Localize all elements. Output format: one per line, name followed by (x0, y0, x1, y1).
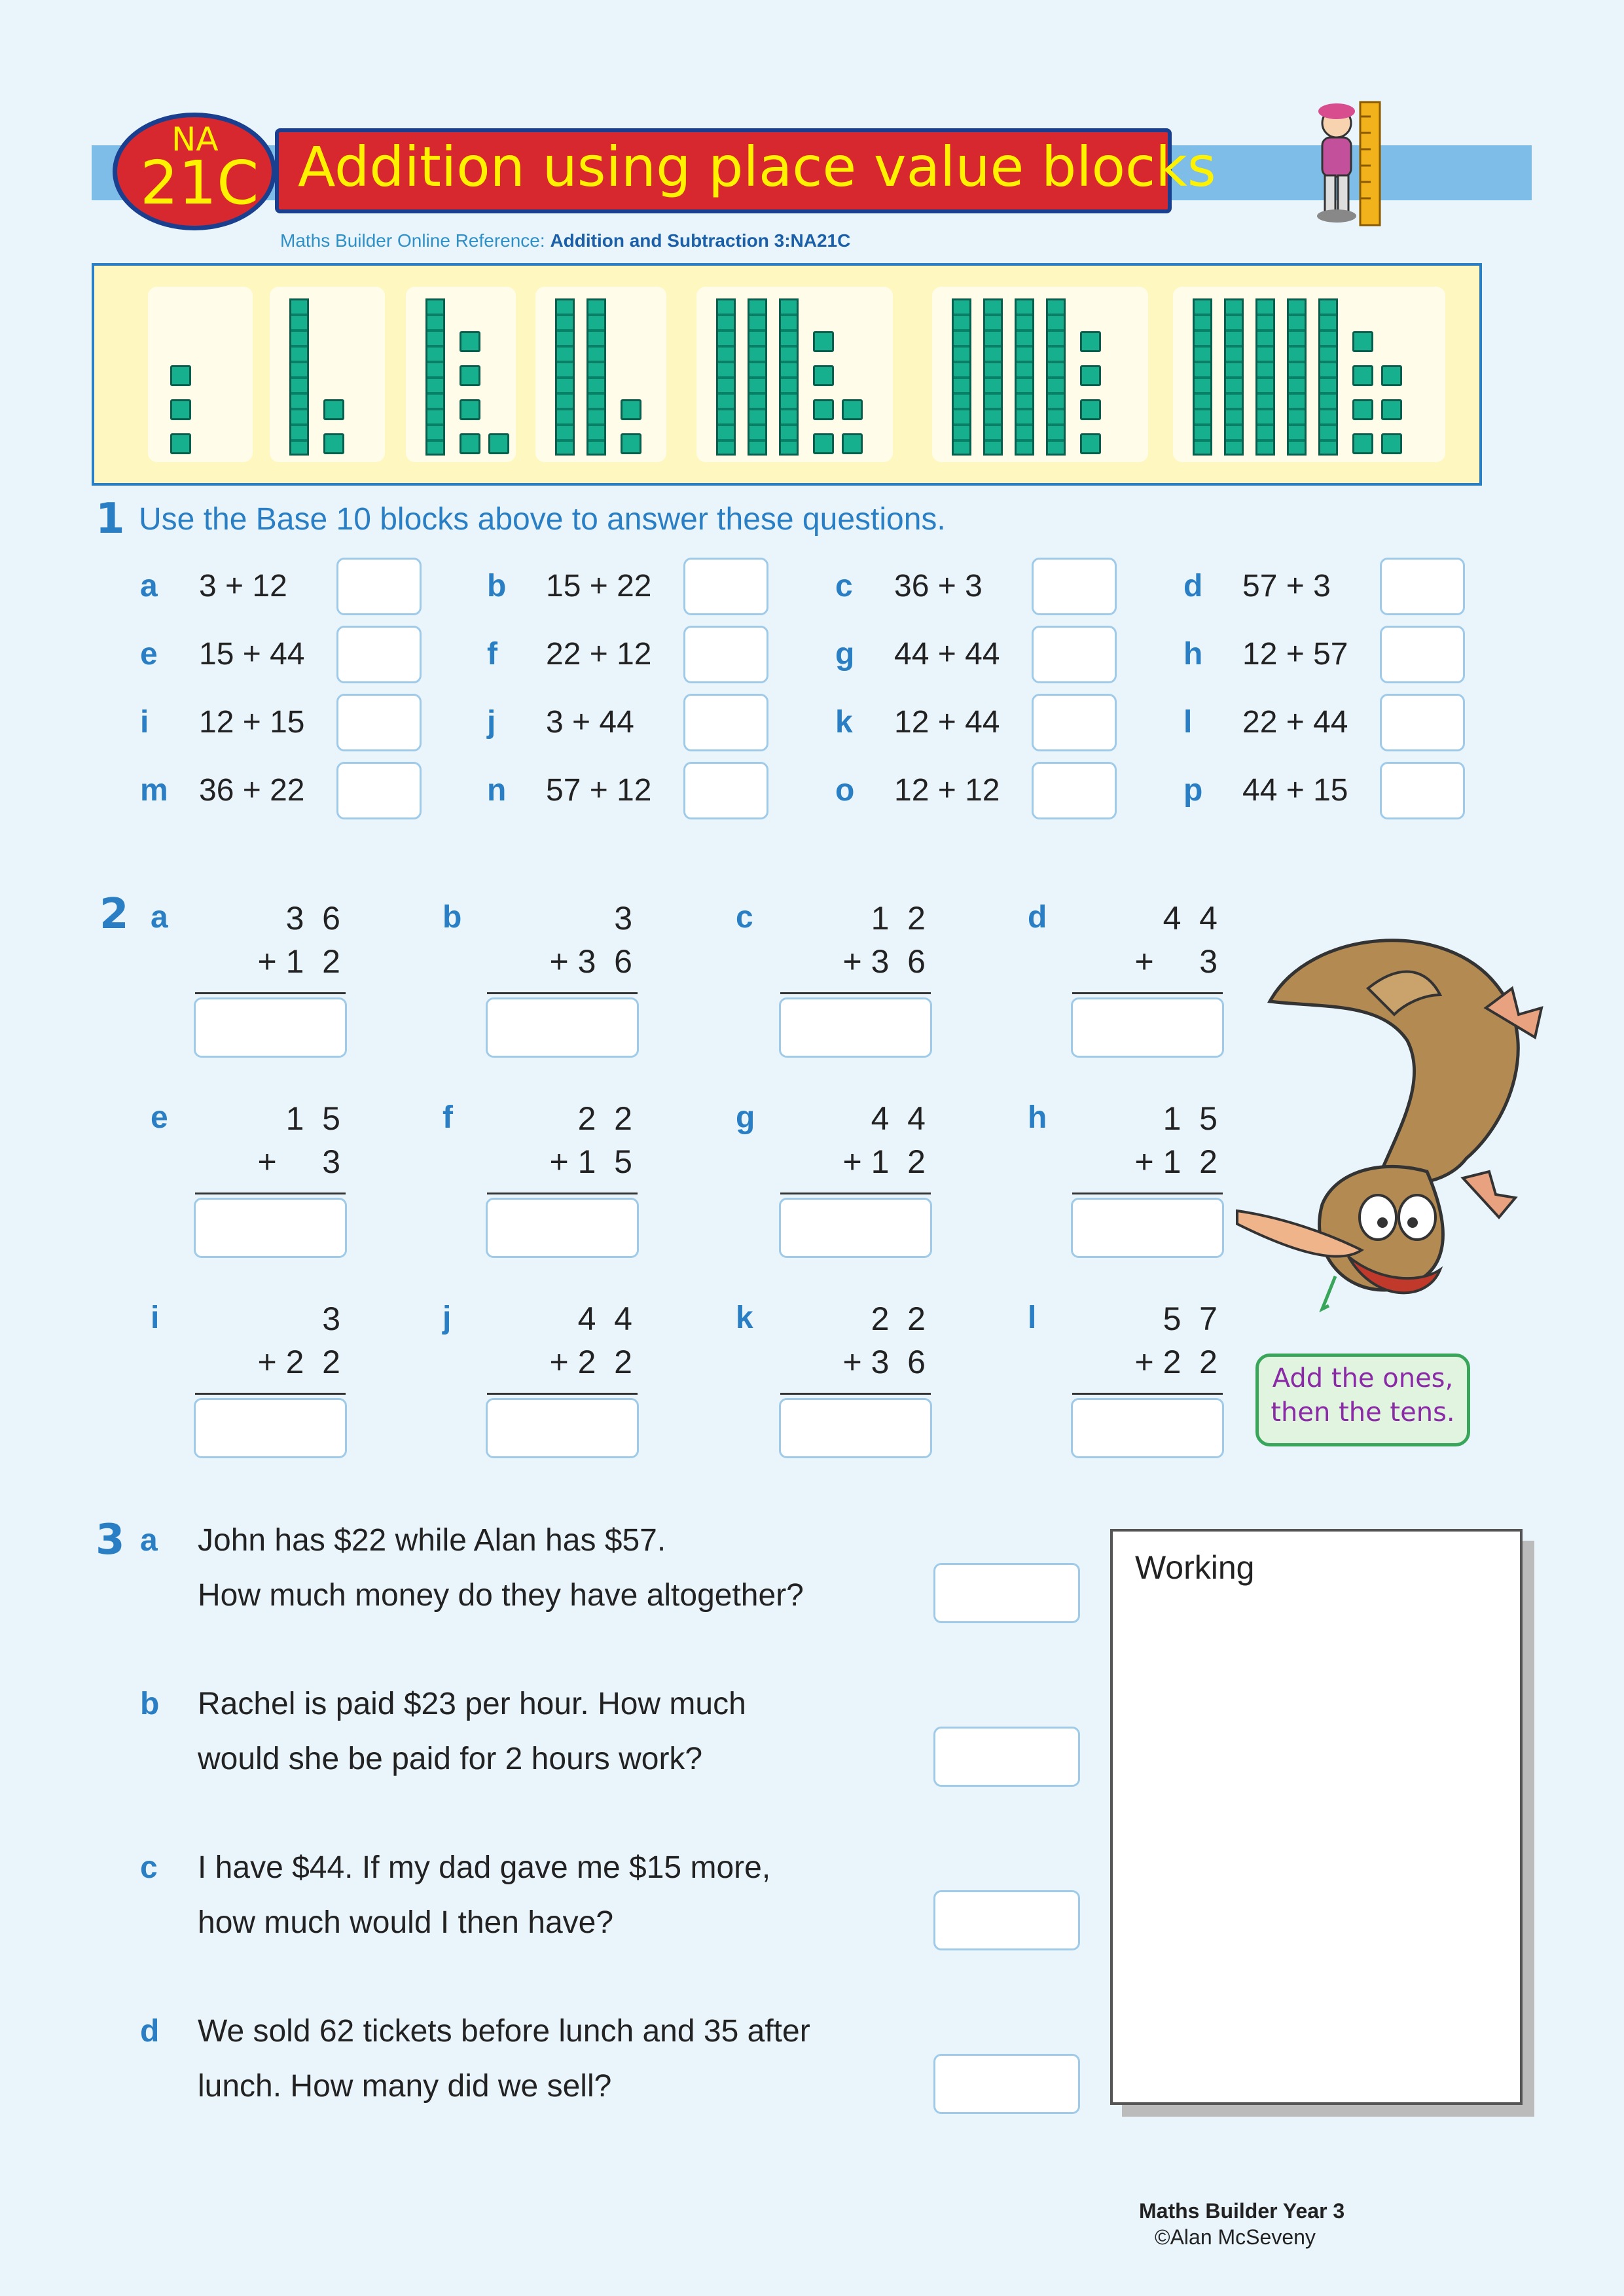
question-2-top-number: 3 (614, 900, 632, 937)
tens-rod (716, 298, 736, 456)
question-2-bottom-number: + 1 5 (549, 1143, 632, 1180)
ones-cube (323, 399, 344, 420)
ones-cube (1080, 433, 1101, 454)
question-1-sum: 15 + 22 (546, 569, 652, 603)
ones-cube (460, 365, 480, 386)
question-2-top-number: 1 2 (871, 900, 926, 937)
question-2-answer-box[interactable] (486, 1398, 639, 1458)
question-3-answer-box[interactable] (933, 2054, 1080, 2114)
question-2-letter: d (1028, 900, 1047, 935)
question-2-top-number: 5 7 (1163, 1300, 1218, 1337)
question-1-sum: 36 + 22 (199, 773, 305, 808)
question-1-letter: d (1183, 569, 1203, 603)
question-2-letter: c (736, 900, 753, 935)
question-2-top-number: 2 2 (871, 1300, 926, 1337)
ones-cube (1080, 365, 1101, 386)
question-2-bottom-number: + 1 2 (842, 1143, 926, 1180)
tens-rod (1193, 298, 1212, 456)
question-2-top-number: 1 5 (1163, 1100, 1218, 1137)
question-1-letter: a (140, 569, 158, 603)
block-cards (92, 263, 1482, 486)
block-card (270, 287, 385, 462)
ones-cube (1381, 399, 1402, 420)
ones-cube (813, 433, 834, 454)
question-1-sum: 3 + 12 (199, 569, 287, 603)
question-1-letter: p (1183, 773, 1203, 808)
question-2-answer-box[interactable] (194, 997, 347, 1058)
ones-cube (1352, 399, 1373, 420)
question-3-text (198, 1840, 770, 1950)
tens-rod (1255, 298, 1275, 456)
question-1-answer-box[interactable] (336, 694, 422, 751)
question-1-sum: 12 + 44 (894, 705, 1000, 740)
question-2-answer-box[interactable] (194, 1398, 347, 1458)
question-2-letter: b (442, 900, 462, 935)
question-3-answer-box[interactable] (933, 1890, 1080, 1950)
question-2-top-number: 3 6 (285, 900, 340, 937)
ones-cube (460, 433, 480, 454)
tens-rod (779, 298, 799, 456)
question-3-text (198, 1677, 746, 1787)
question-1-sum: 22 + 12 (546, 637, 652, 672)
platypus-illustration (1231, 910, 1558, 1335)
page-title: Addition using place value blocks (298, 135, 1216, 199)
question-1-answer-box[interactable] (683, 626, 768, 683)
question-2-letter: a (151, 900, 168, 935)
question-1-letter: f (487, 637, 497, 672)
ones-cube (842, 433, 863, 454)
question-1-letter: j (487, 705, 496, 740)
question-3-letter: c (140, 1850, 158, 1885)
question-2-bottom-number: + 1 2 (257, 943, 340, 980)
question-1-answer-box[interactable] (1032, 626, 1117, 683)
block-card (1173, 287, 1445, 462)
question-1-sum: 57 + 3 (1242, 569, 1331, 603)
question-2-rule (195, 1193, 346, 1194)
hint-line-2: then the tens. (1271, 1397, 1455, 1427)
question-2-answer-box[interactable] (779, 1198, 932, 1258)
question-2-letter: k (736, 1300, 753, 1335)
question-2-answer-box[interactable] (1071, 997, 1224, 1058)
working-box[interactable] (1110, 1529, 1523, 2105)
question-2-answer-box[interactable] (486, 997, 639, 1058)
question-2-top-number: 4 4 (577, 1300, 632, 1337)
question-1-letter: l (1183, 705, 1193, 740)
question-1-answer-box[interactable] (336, 762, 422, 819)
question-1-answer-box[interactable] (1380, 626, 1465, 683)
question-1-sum: 3 + 44 (546, 705, 634, 740)
ones-cube (1352, 433, 1373, 454)
question-1-sum: 12 + 12 (894, 773, 1000, 808)
ones-cube (170, 365, 191, 386)
tens-rod (1287, 298, 1307, 456)
question-1-sum: 44 + 15 (1242, 773, 1348, 808)
question-3-letter: d (140, 2014, 160, 2049)
question-2-answer-box[interactable] (1071, 1398, 1224, 1458)
ones-cube (621, 399, 641, 420)
ones-cube (813, 399, 834, 420)
question-1-sum: 15 + 44 (199, 637, 305, 672)
online-reference (280, 230, 850, 251)
tens-rod (983, 298, 1003, 456)
question-3-line: Rachel is paid $23 per hour. How much (198, 1687, 746, 1721)
question-2-letter: j (442, 1300, 452, 1335)
question-2-letter: l (1028, 1300, 1037, 1335)
tens-rod (952, 298, 971, 456)
ones-cube (323, 433, 344, 454)
tens-rod (1046, 298, 1066, 456)
ones-cube (813, 331, 834, 352)
question-2-rule (487, 1393, 638, 1395)
question-2-letter: e (151, 1100, 168, 1135)
question-1-answer-box[interactable] (1032, 694, 1117, 751)
question-2-top-number: 3 (322, 1300, 340, 1337)
tens-rod (1015, 298, 1034, 456)
ones-cube (1080, 399, 1101, 420)
question-3-answer-box[interactable] (933, 1727, 1080, 1787)
question-1-letter: h (1183, 637, 1203, 672)
question-3-letter: a (140, 1523, 158, 1558)
question-1-letter: g (835, 637, 855, 672)
question-2-letter: h (1028, 1100, 1047, 1135)
question-1-letter: m (140, 773, 168, 808)
question-1-letter: e (140, 637, 158, 672)
question-1-number: 1 (96, 495, 125, 543)
question-1-answer-box[interactable] (336, 626, 422, 683)
question-2-answer-box[interactable] (486, 1198, 639, 1258)
block-card (696, 287, 893, 462)
question-2-bottom-number: + 2 2 (1134, 1344, 1218, 1380)
question-3-line: lunch. How many did we sell? (198, 2069, 612, 2104)
hint-line-1: Add the ones, (1272, 1363, 1454, 1393)
ones-cube (170, 399, 191, 420)
block-card (932, 287, 1148, 462)
question-1-letter: n (487, 773, 507, 808)
question-3-line: How much money do they have altogether? (198, 1578, 804, 1613)
question-2-rule (195, 1393, 346, 1395)
tens-rod (555, 298, 575, 456)
question-1-letter: k (835, 705, 853, 740)
question-1-sum: 22 + 44 (1242, 705, 1348, 740)
tens-rod (748, 298, 767, 456)
code-prefix: NA (171, 120, 219, 158)
question-3-line: I have $44. If my dad gave me $15 more, (198, 1850, 771, 1885)
question-2-answer-box[interactable] (779, 1398, 932, 1458)
ones-cube (842, 399, 863, 420)
question-3-letter: b (140, 1687, 160, 1721)
question-1-letter: o (835, 773, 855, 808)
working-label: Working (1135, 1549, 1255, 1586)
question-2-rule (1072, 992, 1223, 994)
question-3-line: how much would I then have? (198, 1905, 614, 1940)
question-1-sum: 36 + 3 (894, 569, 983, 603)
question-2-letter: g (736, 1100, 755, 1135)
block-card (148, 287, 253, 462)
ones-cube (1080, 331, 1101, 352)
question-2-number: 2 (99, 890, 129, 939)
question-1-sum: 12 + 15 (199, 705, 305, 740)
question-2-letter: i (151, 1300, 160, 1335)
question-3-answer-box[interactable] (933, 1563, 1080, 1623)
footer-author: ©Alan McSeveny (1155, 2225, 1316, 2249)
question-2-top-number: 4 4 (871, 1100, 926, 1137)
question-2-rule (1072, 1193, 1223, 1194)
question-2-rule (487, 1193, 638, 1194)
question-2-rule (1072, 1393, 1223, 1395)
ones-cube (1381, 365, 1402, 386)
question-2-top-number: 2 2 (577, 1100, 632, 1137)
question-3-line: would she be paid for 2 hours work? (198, 1742, 703, 1776)
footer-book-title: Maths Builder Year 3 (1139, 2199, 1345, 2223)
question-2-top-number: 4 4 (1163, 900, 1218, 937)
hint-text (1255, 1361, 1470, 1429)
question-1-answer-box[interactable] (1380, 694, 1465, 751)
question-2-rule (780, 992, 931, 994)
question-1-sum: 57 + 12 (546, 773, 652, 808)
question-3-text (198, 1513, 804, 1623)
question-1-letter: c (835, 569, 853, 603)
ones-cube (1381, 433, 1402, 454)
question-1-letter: i (140, 705, 149, 740)
question-2-bottom-number: + 3 6 (549, 943, 632, 980)
question-1-answer-box[interactable] (683, 558, 768, 615)
tens-rod (586, 298, 606, 456)
question-2-bottom-number: + 3 6 (842, 943, 926, 980)
question-1-answer-box[interactable] (1032, 762, 1117, 819)
ones-cube (813, 365, 834, 386)
question-3-number: 3 (96, 1516, 125, 1564)
question-1-answer-box[interactable] (683, 762, 768, 819)
tens-rod (289, 298, 309, 456)
question-3-line: We sold 62 tickets before lunch and 35 after (198, 2014, 810, 2049)
question-2-bottom-number: + 3 (257, 1143, 340, 1180)
question-1-answer-box[interactable] (1380, 558, 1465, 615)
block-card (535, 287, 666, 462)
question-2-rule (780, 1393, 931, 1395)
tens-rod (1224, 298, 1244, 456)
tens-rod (425, 298, 445, 456)
ones-cube (1352, 331, 1373, 352)
ones-cube (1352, 365, 1373, 386)
tens-rod (1318, 298, 1338, 456)
question-2-answer-box[interactable] (194, 1198, 347, 1258)
question-1-sum: 44 + 44 (894, 637, 1000, 672)
question-2-letter: f (442, 1100, 453, 1135)
question-1-letter: b (487, 569, 507, 603)
question-2-bottom-number: + 3 6 (842, 1344, 926, 1380)
question-2-bottom-number: + 2 2 (549, 1344, 632, 1380)
girl-with-ruler-illustration (1303, 97, 1401, 228)
question-1-sum: 12 + 57 (1242, 637, 1348, 672)
ones-cube (621, 433, 641, 454)
question-2-bottom-number: + 1 2 (1134, 1143, 1218, 1180)
question-2-bottom-number: + 2 2 (257, 1344, 340, 1380)
ones-cube (488, 433, 509, 454)
question-2-rule (195, 992, 346, 994)
question-1-answer-box[interactable] (1032, 558, 1117, 615)
question-2-bottom-number: + 3 (1134, 943, 1218, 980)
question-3-text (198, 2004, 810, 2114)
question-2-answer-box[interactable] (1071, 1198, 1224, 1258)
ones-cube (460, 399, 480, 420)
question-2-rule (487, 992, 638, 994)
ones-cube (170, 433, 191, 454)
code-number: 21C (140, 148, 259, 218)
question-2-top-number: 1 5 (285, 1100, 340, 1137)
reference-value: Addition and Subtraction 3:NA21C (550, 230, 851, 251)
question-1-answer-box[interactable] (336, 558, 422, 615)
question-2-rule (780, 1193, 931, 1194)
question-1-instruction: Use the Base 10 blocks above to answer these questions. (139, 502, 946, 537)
block-card (406, 287, 516, 462)
reference-label: Maths Builder Online Reference: (280, 230, 550, 251)
question-1-answer-box[interactable] (1380, 762, 1465, 819)
ones-cube (460, 331, 480, 352)
question-2-answer-box[interactable] (779, 997, 932, 1058)
question-1-answer-box[interactable] (683, 694, 768, 751)
question-3-line: John has $22 while Alan has $57. (198, 1523, 666, 1558)
